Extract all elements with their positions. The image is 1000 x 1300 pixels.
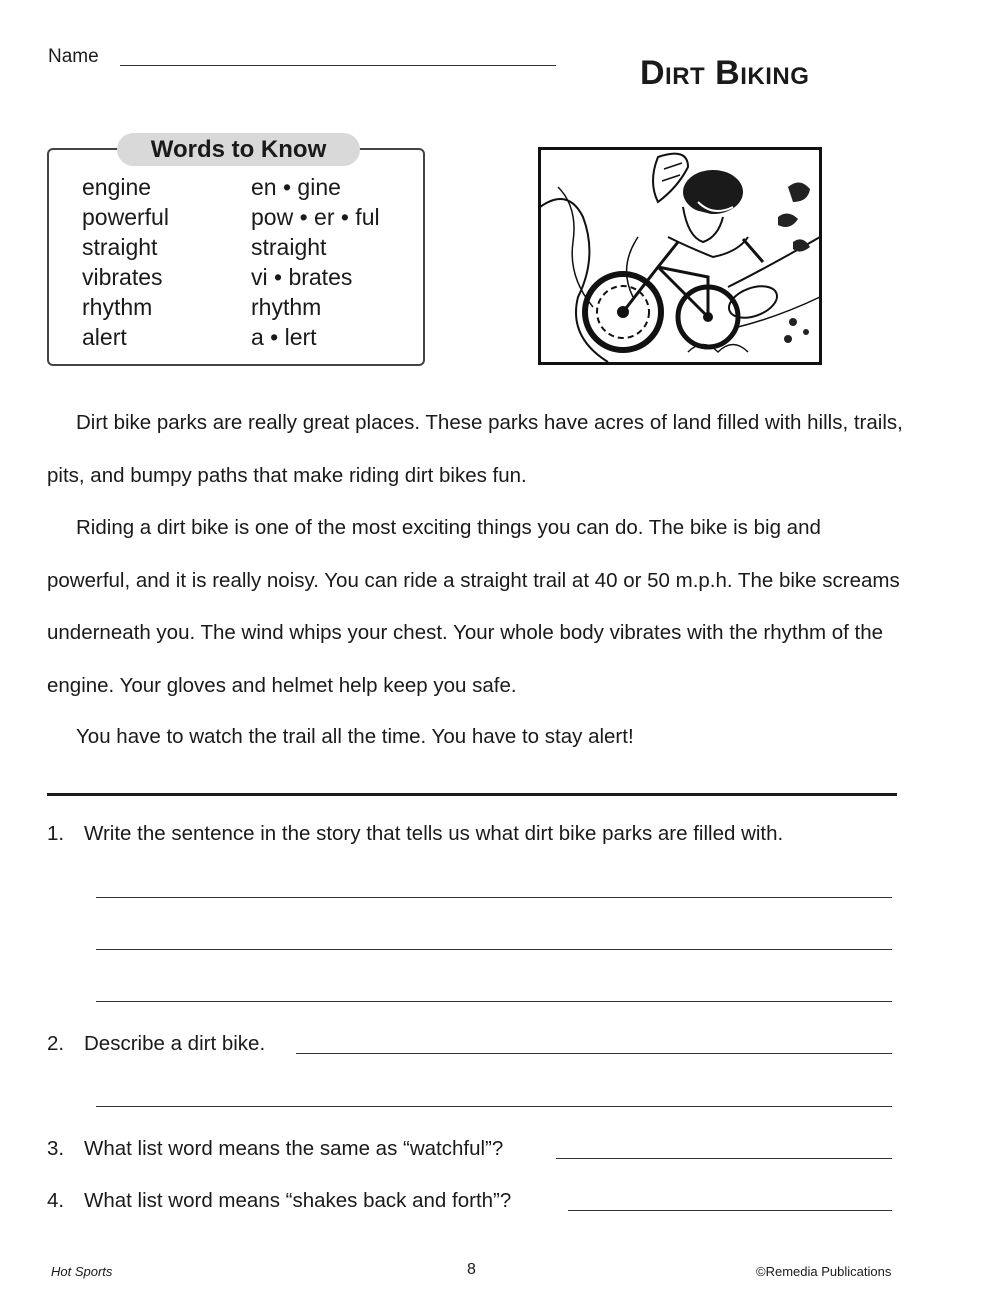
- words-to-know-heading: Words to Know: [117, 133, 360, 166]
- question-number: 3.: [47, 1137, 65, 1160]
- section-divider: [47, 793, 897, 796]
- vocab-word: rhythm: [82, 294, 153, 320]
- story-paragraph-2: Riding a dirt bike is one of the most exciting things you can do. The bike is big and powerful, and it is really noisy. You can ride a straight trail at 40 or 50 m.p.h. The bike screams underneath you. The wind whips your chest. Your whole body vibrates with the rhythm of the engine. Your gloves and helmet help keep you safe.: [47, 516, 900, 697]
- story-paragraph-1: Dirt bike parks are really great places. These parks have acres of land filled with hills, trails, pits, and bumpy paths that make riding dirt bikes fun.: [47, 411, 903, 487]
- dirt-bike-rider-icon: [538, 147, 822, 365]
- question-text: Write the sentence in the story that tells us what dirt bike parks are filled with.: [84, 822, 784, 845]
- footer-publisher: ©Remedia Publications: [756, 1264, 892, 1279]
- vocab-word: engine: [82, 174, 152, 200]
- question-text: Describe a dirt bike.: [84, 1032, 266, 1055]
- question-text: What list word means the same as “watchful”?: [84, 1137, 504, 1160]
- vocab-word: powerful: [82, 204, 169, 230]
- footer-book-title: Hot Sports: [51, 1264, 113, 1279]
- vocab-word: straight: [82, 234, 158, 260]
- answer-line-1b[interactable]: [96, 949, 892, 950]
- question-text: What list word means “shakes back and forth”?: [84, 1189, 512, 1212]
- answer-line-4[interactable]: [568, 1210, 892, 1211]
- vocab-syllables: pow • er • ful: [251, 204, 380, 230]
- answer-line-2b[interactable]: [96, 1106, 892, 1107]
- vocab-syllables: en • gine: [251, 174, 341, 200]
- story-paragraph-3: You have to watch the trail all the time. You have to stay alert!: [76, 725, 634, 748]
- vocab-syllables: a • lert: [251, 324, 317, 350]
- answer-line-1c[interactable]: [96, 1001, 892, 1002]
- question-number: 4.: [47, 1189, 65, 1212]
- question-number: 2.: [47, 1032, 65, 1055]
- vocab-syllables: vi • brates: [251, 264, 353, 290]
- vocab-syllables: rhythm: [251, 294, 322, 320]
- question-3: [47, 1137, 503, 1161]
- name-answer-line[interactable]: [120, 65, 556, 66]
- vocab-word: alert: [82, 324, 127, 350]
- question-4: [47, 1189, 511, 1213]
- vocab-syllables: straight: [251, 234, 327, 260]
- answer-line-1a[interactable]: [96, 897, 892, 898]
- answer-line-3[interactable]: [556, 1158, 892, 1159]
- vocab-word: vibrates: [82, 264, 163, 290]
- question-2: [47, 1032, 265, 1056]
- page-number: 8: [467, 1261, 476, 1278]
- question-number: 1.: [47, 822, 65, 845]
- name-label: Name: [48, 46, 99, 67]
- question-1: [47, 822, 783, 846]
- page-title: Dirt Biking: [640, 54, 810, 92]
- answer-line-2a[interactable]: [296, 1053, 892, 1054]
